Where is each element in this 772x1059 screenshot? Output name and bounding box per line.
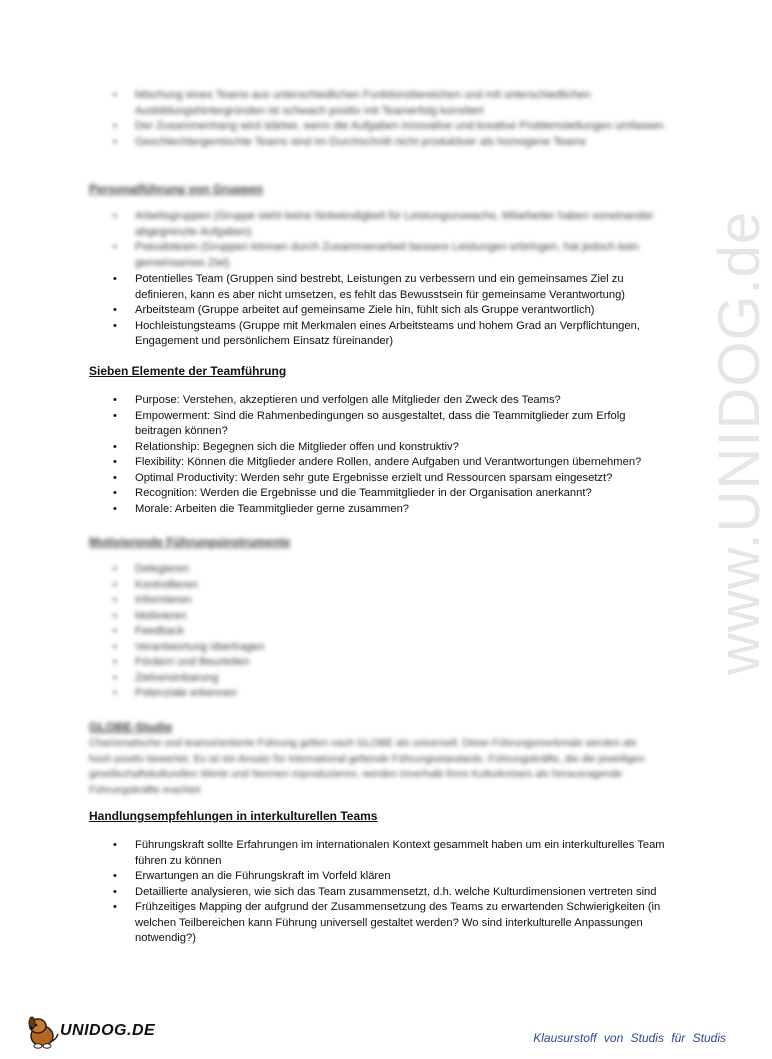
top-blurred-list — [113, 88, 673, 150]
list-item: • Kontrollieren — [113, 578, 673, 594]
section-heading-sieben-elemente: Sieben Elemente der Teamführung — [89, 364, 287, 378]
list-item: • Delegieren — [113, 562, 673, 578]
section-heading-personalfuehrung: Personalführung von Gruppen — [89, 182, 264, 196]
footer-tagline: Klausurstoff von Studis für Studis — [533, 1031, 726, 1045]
personal-blurred-list — [113, 209, 673, 271]
list-item: • Motivieren — [113, 609, 673, 625]
sieben-list — [113, 393, 673, 517]
personal-list — [113, 272, 673, 350]
list-item: • Recognition: Werden die Ergebnisse und die Teammitglieder in der Organisation anerkannt? — [113, 486, 673, 502]
list-item: • Mischung eines Teams aus unterschiedlichen Funktionsbereichen und mit unterschiedlichen Ausbildungshintergründen ist schwach positiv mit Teamerfolg korreliert — [113, 88, 673, 119]
watermark: www.UNIDOG.de — [707, 210, 772, 675]
list-item: • Potenziale erkennen — [113, 686, 673, 702]
section-heading-globe: GLOBE-Studie — [89, 720, 173, 734]
dog-icon — [24, 1014, 62, 1050]
list-item: • Erwartungen an die Führungskraft im Vorfeld klären — [113, 869, 673, 885]
list-item: • Hochleistungsteams (Gruppe mit Merkmalen eines Arbeitsteams und hohem Grad an Verpflichtungen, Engagement und persönlichem Einsatz füreinander) — [113, 319, 673, 350]
section-heading-handlungsempfehlungen: Handlungsempfehlungen in interkulturellen Teams — [89, 809, 378, 823]
list-item: • Detaillierte analysieren, wie sich das Team zusammensetzt, d.h. welche Kulturdimensionen vertreten sind — [113, 885, 673, 901]
list-item: • Verantwortung übertragen — [113, 640, 673, 656]
list-item: • Purpose: Verstehen, akzeptieren und verfolgen alle Mitglieder den Zweck des Teams? — [113, 393, 673, 409]
globe-paragraph: Charismatische und teamorientierte Führung gelten nach GLOBE als universell. Diese Führungsmerkmale werden als hoch positiv bewertet. Es ist ein Ansatz für international geltende Führungsstandards. Führungskräfte, die die jeweiligen gesellschaftskulturellen Werte und Normen reproduzieren, werden innerhalb ihres Kulturkreises als herausragende Führungskräfte erachtet — [89, 737, 645, 796]
section-heading-motivierende: Motivierende Führungsinstrumente — [89, 535, 291, 549]
list-item: • Feedback — [113, 624, 673, 640]
list-item: • Flexibility: Können die Mitglieder andere Rollen, andere Aufgaben und Verantwortungen übernehmen? — [113, 455, 673, 471]
list-item: • Informieren — [113, 593, 673, 609]
list-item: • Potentielles Team (Gruppen sind bestrebt, Leistungen zu verbessern und ein gemeinsames Ziel zu definieren, kann es aber nicht umsetzen, es fehlt das Bewusstsein für gemeinsame Verantwortung) — [113, 272, 673, 303]
list-item: • Zielvereinbarung — [113, 671, 673, 687]
list-item: • Optimal Productivity: Werden sehr gute Ergebnisse erzielt und Ressourcen sparsam eingesetzt? — [113, 471, 673, 487]
motiv-list — [113, 562, 673, 702]
list-item: • Arbeitsteam (Gruppe arbeitet auf gemeinsame Ziele hin, fühlt sich als Gruppe verantwortlich) — [113, 303, 673, 319]
list-item: • Relationship: Begegnen sich die Mitglieder offen und konstruktiv? — [113, 440, 673, 456]
list-item: • Geschlechtergemischte Teams sind im Durchschnitt nicht produktiver als homogene Teams — [113, 135, 673, 151]
list-item: • Pseudoteam (Gruppen können durch Zusammenarbeit bessere Leistungen erbringen, hat jedoch kein gemeinsames Ziel) — [113, 240, 673, 271]
list-item: • Führungskraft sollte Erfahrungen im internationalen Kontext gesammelt haben um ein interkulturelles Team führen zu können — [113, 838, 673, 869]
logo-text: UNIDOG.DE — [60, 1022, 156, 1039]
list-item: • Frühzeitiges Mapping der aufgrund der Zusammensetzung des Teams zu erwartenden Schwierigkeiten (in welchen Teilbereichen kann Führung universell gestaltet werden? Wo sind interkulturelle Anpassungen notwendig?) — [113, 900, 673, 947]
list-item: • Arbeitsgruppen (Gruppe sieht keine Notwendigkeit für Leistungszuwachs, Mitarbeiter haben voneinander abgegrenzte Aufgaben) — [113, 209, 673, 240]
list-item: • Fördern und Beurteilen — [113, 655, 673, 671]
handlung-list — [113, 838, 673, 947]
list-item: • Empowerment: Sind die Rahmenbedingungen so ausgestaltet, dass die Teammitglieder zum Erfolg beitragen können? — [113, 409, 673, 440]
list-item: • Der Zusammenhang wird stärker, wenn die Aufgaben innovative und kreative Problemstellungen umfassen — [113, 119, 673, 135]
unidog-logo — [24, 1014, 164, 1048]
list-item: • Morale: Arbeiten die Teammitglieder gerne zusammen? — [113, 502, 673, 518]
